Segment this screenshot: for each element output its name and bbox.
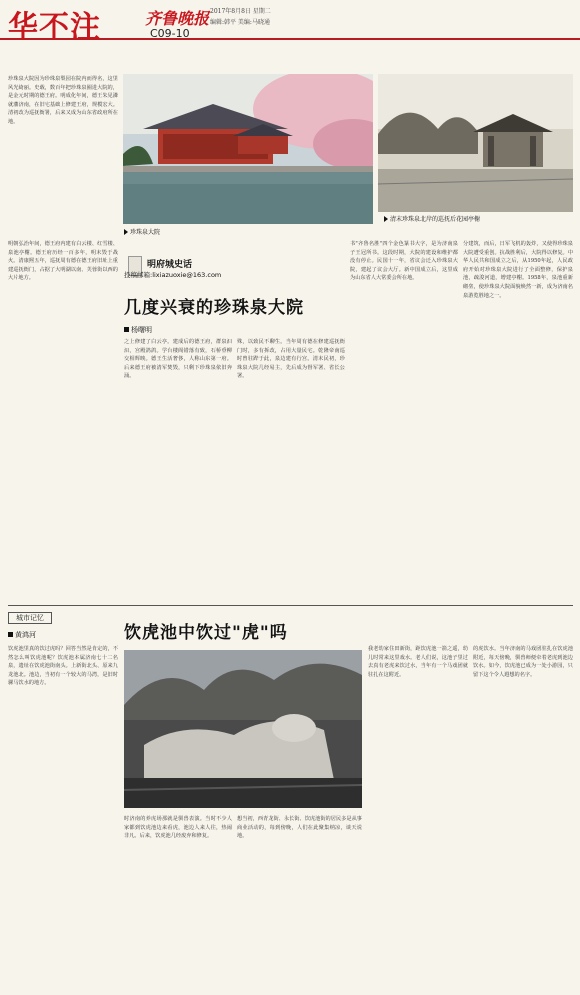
article-column-4: 书"齐鲁名胜"四个金色篆书大字，是为济南泉子王冠所书。这段时期，大院的建设和维护都没有停止。民国十一年，省议会迁入珍珠泉大院，建起了议会大厅。新中国成立后，这里成为山东省人大常委会所在地。 (350, 241, 458, 282)
author-marker-icon (124, 327, 129, 332)
submission-email: 投稿邮箱:lixiazuoxie@163.com (124, 271, 222, 279)
page-number: C09-10 (150, 27, 190, 40)
dateline: 2017年8月8日 星期二 (210, 8, 271, 15)
section-divider (8, 605, 573, 606)
bottom-column-2: 时济南的养虎场那就是驯兽表演。当时不少人家都到饮虎池边来看虎，池边人来人往，热闹非凡。后来，饮虎池几经废弃和修复。 (124, 816, 232, 840)
author-name: 杨曙明 (131, 326, 152, 334)
photo-pavilion-historic (378, 74, 573, 212)
column-tag-city-memory (8, 612, 52, 624)
caption-side (384, 214, 480, 223)
photo-pearl-spring-courtyard (123, 74, 373, 224)
bottom-article-author (8, 630, 36, 640)
column-tag-text: 城市记忆 (16, 614, 44, 622)
newspaper-logo: 齐鲁晚报 (145, 9, 210, 28)
article-column-3: 殊，以致民不聊生。当年周有德在修建巡抚衙门时，多有拆改，占用大量民宅。乾隆帝南巡时曾驻跸于此，泉边建有行宫。清末民初，珍珠泉大院几经易主，先后成为督军署、省长公署。 (237, 339, 345, 380)
column-label: 明府城史话 (147, 260, 193, 270)
article-column-2: 之上修建了白云亭。建成后的德王府，群泉汩汩，宫殿鸽鸽。学台楼阁错落有致，石桥垂柳交相辉映。德王生活奢侈，人称山东第一府。后来德王府被清军焚毁，只剩下珍珠泉依旧奔涌。 (124, 339, 232, 380)
section-brand: 华不注 (8, 10, 101, 45)
article-author (124, 325, 152, 335)
tiger-illustration (124, 650, 362, 808)
bottom-article-title: 饮虎池中饮过"虎"吗 (124, 623, 288, 643)
page-header (0, 0, 580, 45)
courtyard-illustration (123, 74, 373, 224)
bottom-column-1: 饮虎池里真的饮过虎吗？回答当然是肯定的，不然怎么叫饮虎池呢？饮虎池本属济南七十二名泉，遗址在饮虎池街南头。上新街北头、原来九龙池北。池边，当初有一个较大的马湾，是旧时骡马饮水的地方。 (8, 646, 118, 687)
article-title: 几度兴衰的珍珠泉大院 (124, 298, 304, 318)
bottom-author-name: 黄鸿河 (15, 631, 36, 639)
article-intro: 珍珠泉大院因为珍珠泉梨园在院内而得名，这里风光绮丽。史载，数百年把珍珠泉圈进大院的，是金元时期的德王府。明成化年间，德王朱见潾就藩济南，在旧宅基础上修建王府，规模宏大。清初改为巡抚衙署，后来又成为山东省政府所在地。 (8, 76, 118, 125)
caption-main (124, 227, 160, 236)
bottom-column-3: 想当初，西青龙街、永长街、饮虎池街的居民多是从事商业活动的，每到傍晚，人们在此聚集纳凉，谈天说地。 (237, 816, 362, 840)
author-marker-icon (8, 632, 13, 637)
pavilion-illustration (378, 74, 573, 212)
photo-tiger-sculpture (124, 650, 362, 808)
bottom-column-5: 的虎饮水。当年济南的马戏团驻扎在饮虎池附近，每天傍晚，驯兽师便牵着老虎到池边饮水。如今，饮虎池已成为一处小游园，只留下这个令人遐想的名字。 (473, 646, 573, 678)
article-column-1: 明朝弘治年间，德王府内建有白云楼、红雪楼、泉池亭榭。德王府历经一百多年，明末毁于战火。清康熙五年，巡抚周有德在德王府旧址上重建巡抚衙门，占据了大明湖以南、芙蓉街以西的大片地方。 (8, 241, 118, 282)
caption-arrow-icon (124, 229, 128, 235)
bottom-column-4: 我老幼家住田新街，距饮虎池一箭之遥，幼儿时常来这里戏水。老人们说，这池子里过去真有老虎来饮过水，当年有一个马戏团就驻扎在这附近。 (368, 646, 468, 678)
caption-main-text: 珍珠泉大院 (130, 229, 161, 236)
article-column-5: 分建筑，而后，日军飞机的轰炸，又使得珍珠泉大院遭受重创。抗战胜利后，大院得以修复。中华人民共和国成立之后，从1950年起，人民政府开始对珍珠泉大院进行了全面整修，保护泉池，疏浚河道，增建亭榭。1958年，泉池重新砌垒，使珍珠泉大院面貌焕然一新，成为济南名泉游览胜地之一。 (463, 241, 573, 299)
editors-line: 编辑:韩平 美编:马晓通 (210, 19, 270, 26)
caption-side-text: 清末珍珠泉北岸的巡抚后花园亭榭 (390, 216, 481, 223)
caption-arrow-icon (384, 216, 388, 222)
